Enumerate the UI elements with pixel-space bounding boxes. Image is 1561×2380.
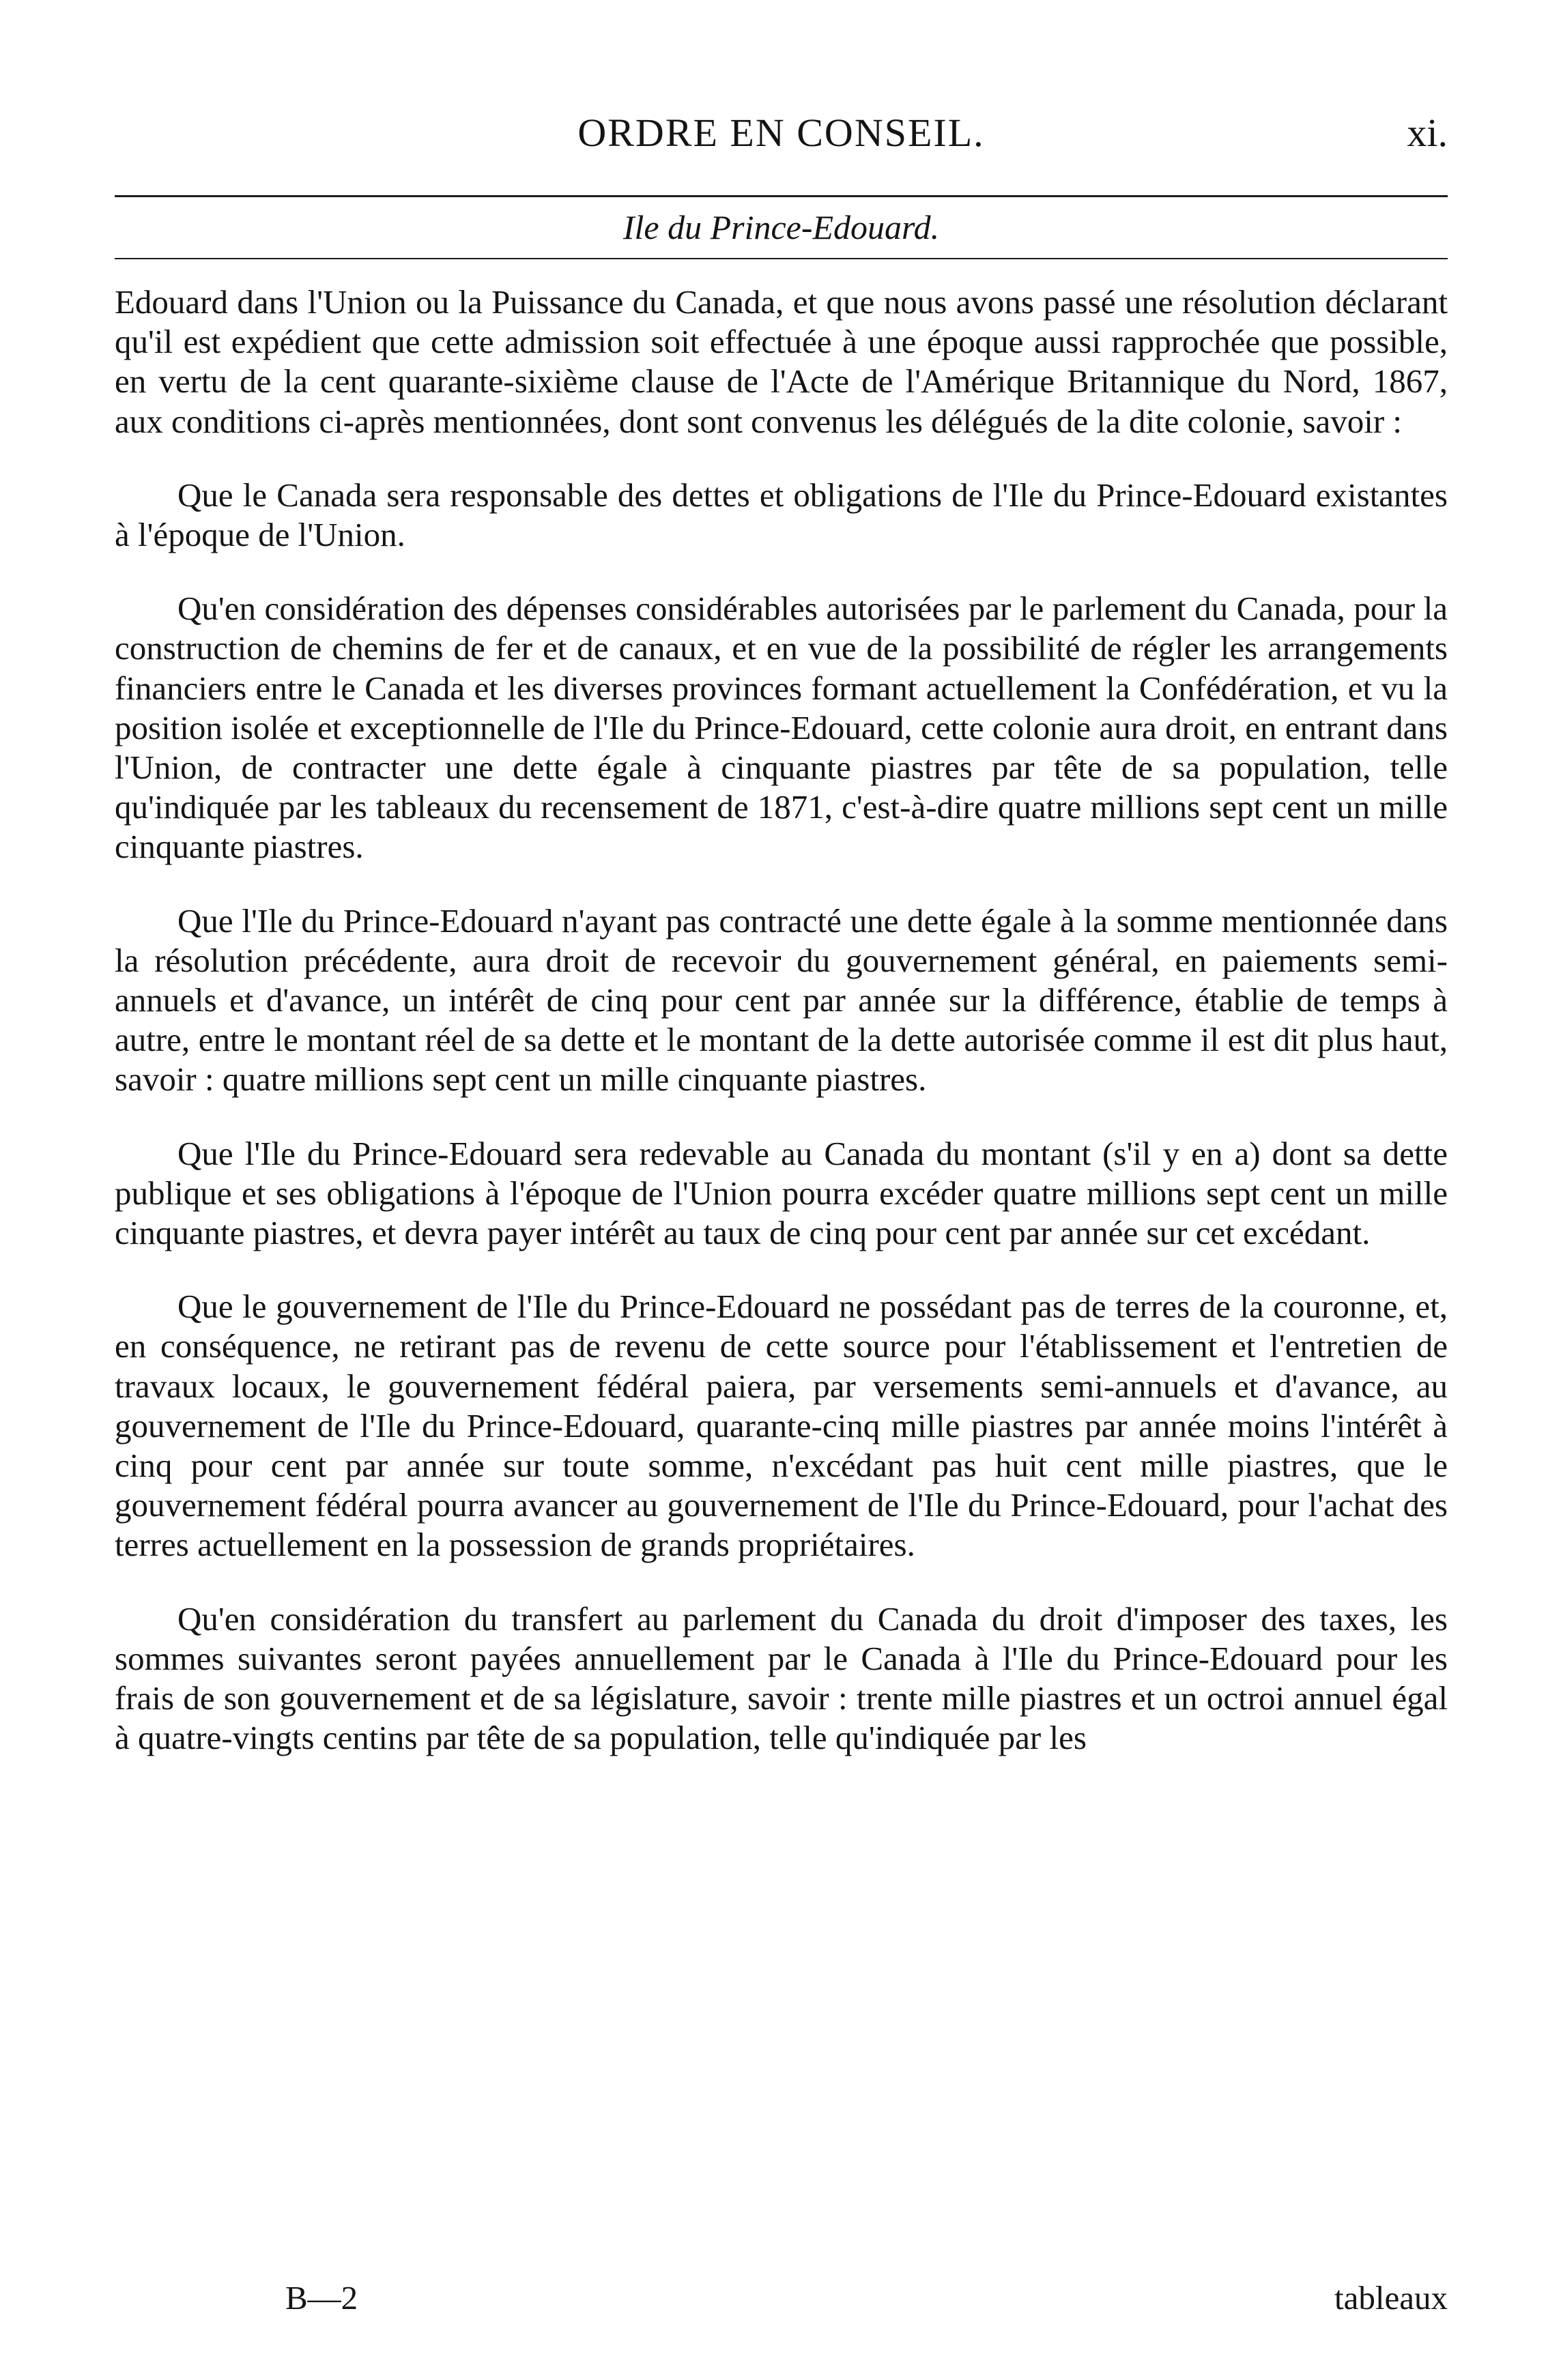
paragraph: Que le gouvernement de l'Ile du Prince-Edouard ne possédant pas de terres de la couronne, et, en conséquence, ne retirant pas de revenu de cette source pour l'établissement et l'entretien de travaux locaux, le gouvernement fédéral paiera, par versements semi-annuels et d'avance, au gouvernement de l'Ile du Prince-Edouard, quarante-cinq mille piastres par année moins l'intérêt à cinq pour cent par année sur toute somme, n'excédant pas huit cent mille piastres, que le gouvernement fédéral pourra avancer au gouvernement de l'Ile du Prince-Edouard, pour l'achat des terres actuellement en la possession de grands propriétaires. [115, 1288, 1448, 1564]
section-subtitle: Ile du Prince-Edouard. [622, 208, 940, 246]
paragraph: Que le Canada sera responsable des dettes et obligations de l'Ile du Prince-Edouard existantes à l'époque de l'Union. [115, 476, 1448, 554]
header-rule-bottom [115, 258, 1448, 259]
body-text [115, 282, 1448, 1758]
running-head [115, 89, 1448, 157]
paragraph: Qu'en considération du transfert au parlement du Canada du droit d'imposer des taxes, les sommes suivantes seront payées annuellement par le Canada à l'Ile du Prince-Edouard pour les frais de son gouvernement et de sa législature, savoir : trente mille piastres et un octroi annuel égal à quatre-vingts centins par tête de sa population, telle qu'indiquée par les [115, 1599, 1448, 1757]
paragraph: Qu'en considération des dépenses considérables autorisées par le parlement du Canada, pour la construction de chemins de fer et de canaux, et en vue de la possibilité de régler les arrangements financiers entre le Canada et les diverses provinces formant actuellement la Confédération, et vu la position isolée et exceptionnelle de l'Ile du Prince-Edouard, cette colonie aura droit, en entrant dans l'Union, de contracter une dette égale à cinquante piastres par tête de sa population, telle qu'indiquée par les tableaux du recensement de 1871, c'est-à-dire quatre millions sept cent un mille cinquante piastres. [115, 590, 1448, 866]
catchword: tableaux [1334, 2279, 1448, 2317]
page-number: xi. [1407, 111, 1448, 155]
signature-mark: B—2 [285, 2279, 358, 2317]
paragraph: Que l'Ile du Prince-Edouard n'ayant pas contracté une dette égale à la somme mentionnée dans la résolution précédente, aura droit de recevoir du gouvernement général, en paiements semi-annuels et d'avance, un intérêt de cinq pour cent par année sur la différence, établie de temps à autre, entre le montant réel de sa dette et le montant de la dette autorisée comme il est dit plus haut, savoir : quatre millions sept cent un mille cinquante piastres. [115, 901, 1448, 1099]
paragraph-continuation: Edouard dans l'Union ou la Puissance du Canada, et que nous avons passé une résolution déclarant qu'il est expédient que cette admission soit effectuée à une époque aussi rapprochée que possible, en vertu de la cent quarante-sixième clause de l'Acte de l'Amérique Britannique du Nord, 1867, aux conditions ci-après mentionnées, dont sont convenus les délégués de la dite colonie, savoir : [115, 283, 1448, 440]
document-page [115, 89, 1448, 2340]
paragraph: Que l'Ile du Prince-Edouard sera redevable au Canada du montant (s'il y en a) dont sa dette publique et ses obligations à l'époque de l'Union pourra excéder quatre millions sept cent un mille cinquante piastres, et devra payer intérêt au taux de cinq pour cent par année sur cet excédant. [115, 1134, 1448, 1252]
header-rule-top [115, 195, 1448, 197]
running-title: ORDRE EN CONSEIL. [577, 111, 985, 155]
page-footer [115, 2278, 1448, 2325]
